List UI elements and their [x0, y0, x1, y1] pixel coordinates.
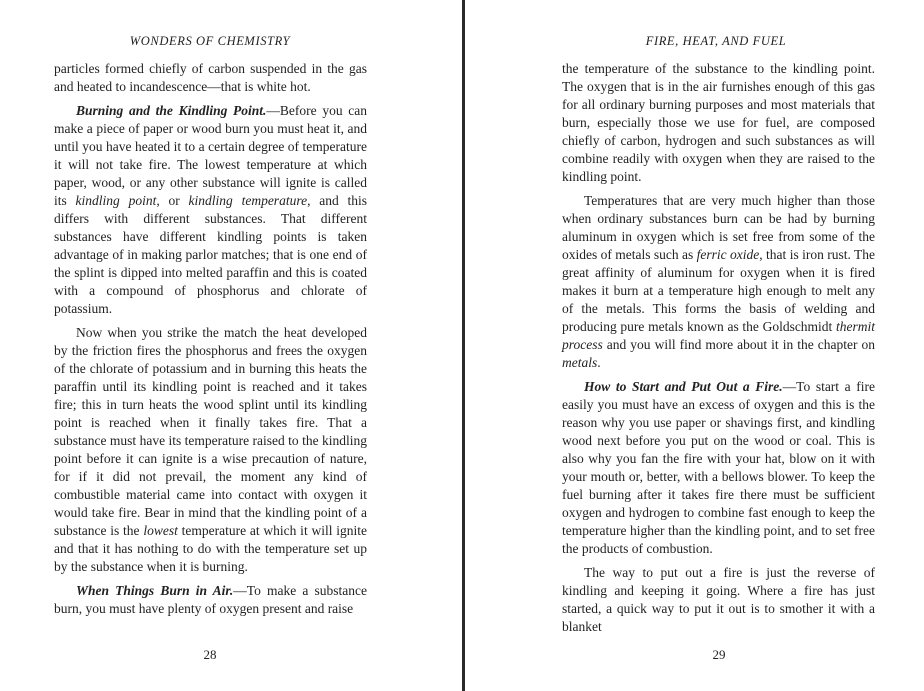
right-running-head: FIRE, HEAT, AND FUEL: [645, 34, 787, 48]
left-p2-heading: Burning and the Kindling Point.: [76, 103, 267, 118]
left-paragraph-1: [54, 60, 367, 96]
right-p2-text-2: , that is iron rust. The great affinity of aluminum for oxygen when it is fired makes it burn at a temperature high enough to melt any of the metals. This forms the basis of welding and producing pure metals known as the Goldschmidt: [562, 247, 875, 334]
left-p3-text-2: temperature at which it will ignite and that it has nothing to do with the temperature set up by the substance when it is burning.: [54, 523, 368, 574]
left-p2-italic-1: kindling point: [75, 193, 157, 208]
left-p2-text-2: , or: [156, 193, 189, 208]
right-p1-text: the temperature of the substance to the kindling point. The oxygen that is in the air furnishes enough of this gas for all ordinary burning purposes and most materials that burn, especially those we use for fuel, are composed chiefly of carbon, hydrogen and such substances as will combine readily with oxygen when they are raised to the kindling point.: [562, 61, 875, 184]
left-paragraph-2: [54, 102, 367, 318]
right-paragraph-3: [562, 378, 875, 558]
left-running-head: WONDERS OF CHEMISTRY: [129, 34, 291, 48]
right-page: [466, 0, 924, 691]
left-p2-text-3: , and this differs with different substances. That different substances have different kindling points is taken advantage of in making parlor matches; that is one end of the splint is dipped into melted paraffin and this is coated with a compound of phosphorus and chlorate of potassium.: [54, 193, 368, 316]
left-paragraph-3: [54, 324, 367, 576]
right-paragraph-1: [562, 60, 875, 186]
right-paragraph-2: [562, 192, 875, 372]
right-p3-heading: How to Start and Put Out a Fire.: [584, 379, 783, 394]
right-p2-italic-1: ferric oxide: [696, 247, 760, 262]
right-p4-text: The way to put out a fire is just the reverse of kindling and keeping it going. Where a fire has just started, a quick way to put it out is to smother it with a blanket: [562, 565, 875, 634]
right-p2-text-1: Temperatures that are very much higher than those when ordinary substances burn can be had by burning aluminum in oxygen which is set free from some of the oxides of metals such as: [562, 193, 875, 262]
left-p2-text-1: —Before you can make a piece of paper or wood burn you must heat it, and until you have heated it to a certain degree of temperature it will not take fire. The lowest temperature at which paper, wood, or any other substance will ignite is called its: [54, 103, 367, 208]
right-p2-text-3: and you will find more about it in the chapter on: [602, 337, 875, 352]
right-p2-italic-3: metals: [562, 355, 598, 370]
left-p1-text: particles formed chiefly of carbon suspended in the gas and heated to incandescence—that is white hot.: [54, 61, 367, 94]
right-text-block: [562, 60, 875, 636]
left-p2-italic-2: kindling temperature: [188, 193, 308, 208]
page-gutter-divider: [462, 0, 465, 691]
left-p3-italic-1: lowest: [143, 523, 178, 538]
right-paragraph-4: [562, 564, 875, 636]
right-page-number: 29: [712, 647, 726, 662]
left-page-number: 28: [203, 647, 217, 662]
left-p3-text-1: Now when you strike the match the heat developed by the friction fires the phosphorus and frees the oxygen of the chlorate of potassium and in burning this heats the paraffin until its kindling point is reached and it takes fire; this in turn heats the wood splint until its kindling point is reached when it finally takes fire. That a substance must have its temperature raised to the kindling point before it can ignite is a wise precaution of nature, for if it did not prevail, the moment any kind of combustible material came into contact with oxygen it would take fire. Bear in mind that the kindling point of a substance is the: [54, 325, 367, 538]
right-p2-text-4: .: [597, 355, 601, 370]
right-p3-text-1: —To start a fire easily you must have an excess of oxygen and this is the reason why you use paper or shavings first, and kindling wood next before you put on the wood or coal. This is also why you fan the fire with your hat, blow on it with your mouth or, better, with a bellows blower. To keep the fuel burning after it takes fire there must be sufficient oxygen and hydrogen to combine fast enough to keep the temperature higher than the kindling point, and to set free the products of combustion.: [562, 379, 875, 556]
left-text-block: [54, 60, 367, 618]
left-p4-text-1: —To make a substance burn, you must have plenty of oxygen present and raise: [54, 583, 368, 616]
right-p2-italic-2: thermit process: [562, 319, 875, 352]
left-p4-heading: When Things Burn in Air.: [76, 583, 234, 598]
left-paragraph-4: [54, 582, 367, 618]
